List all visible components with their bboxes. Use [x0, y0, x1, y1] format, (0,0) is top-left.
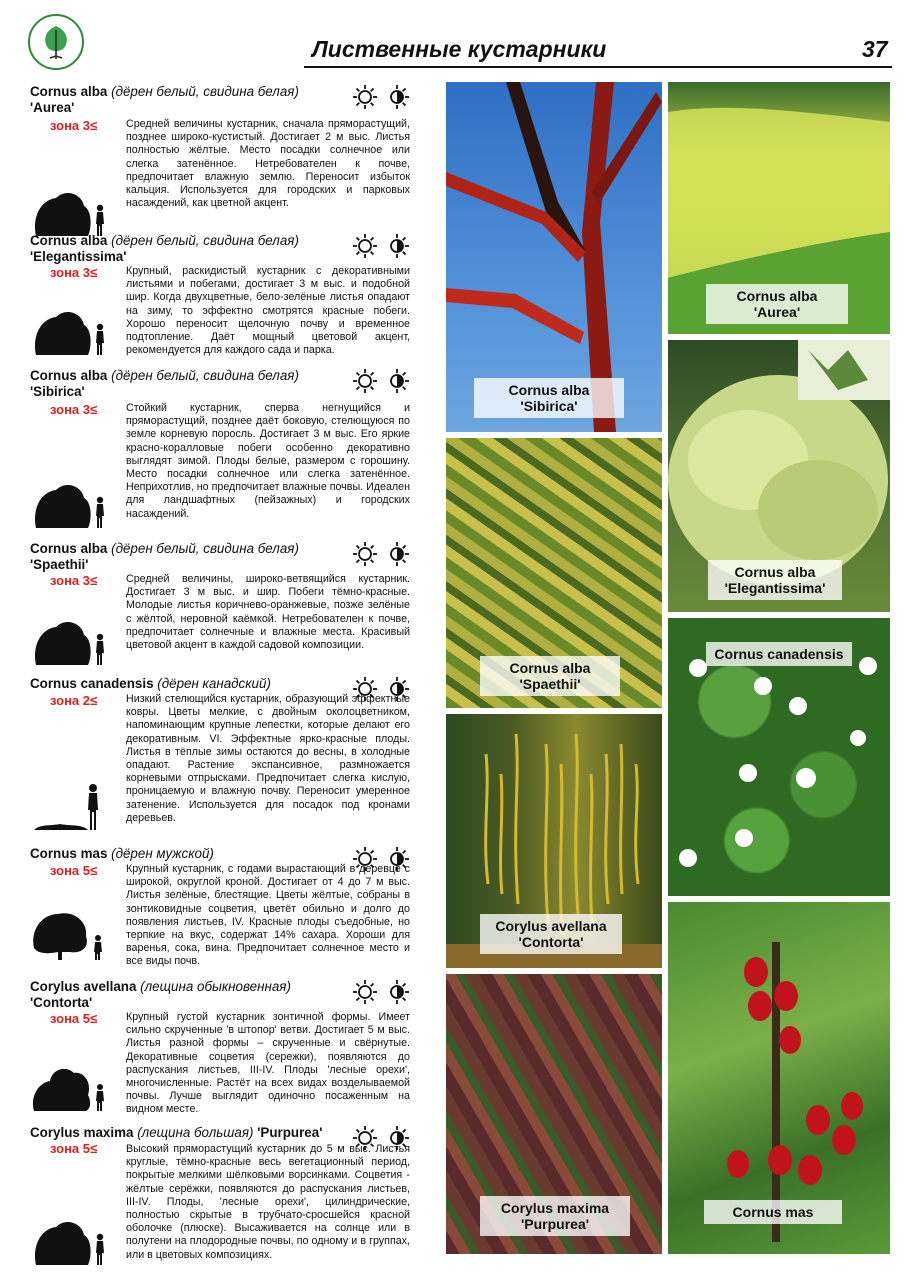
cultivar-name: 'Elegantissima': [30, 249, 127, 264]
photo-corylus-purpurea: [446, 974, 662, 1254]
caption-line-1: Corylus maxima: [500, 1200, 610, 1216]
photo-cornus-mas: [668, 902, 890, 1254]
common-name: (дёрен белый, свидина белая): [111, 233, 299, 248]
entry-corylus-contorta: [0, 979, 430, 1119]
tree-silhouette-icon: [30, 902, 110, 962]
common-name: (дёрен белый, свидина белая): [111, 368, 299, 383]
latin-name: Corylus maxima: [30, 1125, 134, 1140]
photo-caption: [480, 914, 622, 954]
common-name: (дёрен канадский): [157, 676, 271, 691]
common-name: (лещина обыкновенная): [140, 979, 291, 994]
half-shade-icon: [384, 84, 410, 110]
page-title: Лиственные кустарники: [312, 36, 607, 62]
common-name: (дёрен мужской): [111, 846, 214, 861]
entry-cornus-elegantissima: [0, 233, 430, 363]
entry-cornus-aurea: [0, 84, 430, 234]
light-icons: [352, 979, 412, 1005]
photo-corylus-contorta: [446, 714, 662, 968]
photo-caption: Cornus mas: [704, 1200, 842, 1224]
description: Крупный, раскидистый кустарник с декоративными листьями и побегами, достигает 3 м выс. и подобной шир. Когда двухцветные, бело-зелёные листья опадают на зиму, то эффектно смотрятся красные побеги. Хорошо переносит щелочную почву и временное подтопление. Даёт мощный цветовой акцент, рекомендуется для каждого сада и парка.: [126, 265, 410, 357]
caption-line-1: Cornus alba: [734, 564, 816, 580]
shrub-silhouette-icon: [30, 1207, 110, 1267]
latin-name: Corylus avellana: [30, 979, 137, 994]
shrub-silhouette-icon: [30, 178, 110, 238]
sun-icon: [352, 368, 378, 394]
half-shade-icon: [384, 233, 410, 259]
groundcover-silhouette-icon: [30, 772, 110, 832]
entry-title: [30, 676, 350, 692]
light-icons: [352, 541, 412, 567]
cultivar-name: 'Purpurea': [257, 1125, 323, 1140]
shrub-silhouette-icon: [30, 297, 110, 357]
hardiness-zone: зона 2≤: [50, 693, 98, 708]
photo-caption: Cornus canadensis: [706, 642, 852, 666]
bush-silhouette-icon: [30, 1053, 110, 1113]
shrub-silhouette-icon: [30, 607, 110, 667]
page-header: [0, 0, 917, 80]
cultivar-name: 'Contorta': [30, 995, 93, 1010]
photo-cornus-spaethii: [446, 438, 662, 708]
latin-name: Cornus alba: [30, 233, 108, 248]
entry-cornus-canadensis: [0, 676, 430, 841]
entry-corylus-purpurea: [0, 1125, 430, 1275]
caption-line-2: 'Elegantissima': [724, 580, 826, 596]
latin-name: Cornus alba: [30, 368, 108, 383]
entry-title: [30, 368, 350, 400]
entry-cornus-spaethii: [0, 541, 430, 671]
entry-title: [30, 846, 350, 862]
description: Высокий пряморастущий кустарник до 5 м выс. Листья круглые, тёмно-красные весь вегетационный период, покрытые мелкими шёлковыми ворсинками. Соцветия - жёлтые серёжки, появляются до распускания листьев, III-IV. Плоды, 'лесные орехи', цилиндрические, полностью скрытые в трубчато-сросшейся красной оболочке (плюске). Высаживается на солнце или в полутени на плодородные почвы, по одному и в группах, или в цветовых композициях.: [126, 1143, 410, 1261]
photo-caption: Cornus alba 'Sibirica': [474, 378, 624, 418]
photo-cornus-sibirica: [446, 82, 662, 432]
sun-icon: [352, 233, 378, 259]
entry-title: [30, 541, 350, 573]
latin-name: Cornus alba: [30, 84, 108, 99]
cultivar-name: 'Aurea': [30, 100, 75, 115]
entry-title: [30, 233, 350, 265]
entry-title: [30, 84, 350, 116]
common-name: (дёрен белый, свидина белая): [111, 541, 299, 556]
description: Крупный густой кустарник зонтичной формы. Имеет сильно скрученные 'в штопор' ветви. Достигает 5 м выс. Листья разной формы – скрученные и свёрнутые. Декоративные соцветия (сережки), появляются до распускания листьев, III-IV. Плоды 'лесные орехи', многочисленные. Растёт на всех видах возделываемой почвы. Лучше выглядит одиночно посаженным на видном месте.: [126, 1011, 410, 1116]
sun-icon: [352, 979, 378, 1005]
cultivar-name: 'Spaethii': [30, 557, 89, 572]
hardiness-zone: зона 3≤: [50, 118, 98, 133]
photo-caption: Cornus alba 'Aurea': [706, 284, 848, 324]
latin-name: Cornus alba: [30, 541, 108, 556]
photo-cornus-aurea: [668, 82, 890, 334]
caption-line-1: Cornus alba: [509, 660, 591, 676]
description: Низкий стелющийся кустарник, образующий эффектные ковры. Цветы мелкие, с двойным околоцветником, напоминающим крупные лепестки, которые делают его декоративным. VI. Эффектные ярко-красные плоды. Листья в тёплые зимы остаются до весны, в холодные опадают. Растение экспансивное, размножается корневыми отпрысками. Предпочитает слегка кислую, проницаемую и влажную почву. Переносит умеренное затенение. Используется для посадок под кронами деревьев.: [126, 693, 410, 824]
half-shade-icon: [384, 368, 410, 394]
photo-caption: [708, 560, 842, 600]
photo-cornus-elegantissima: [668, 340, 890, 612]
hardiness-zone: зона 3≤: [50, 402, 98, 417]
light-icons: [352, 233, 412, 259]
common-name: (лещина большая): [137, 1125, 254, 1140]
light-icons: [352, 84, 412, 110]
description: Стойкий кустарник, сперва негнущийся и пряморастущий, позднее даёт боковую, стелющуюся по земле корневую поросль. Достигает 3 м выс. Его яркие красно-коралловые побеги особенно декоративно выглядят зимой. Плоды белые, размером с горошину. Место посадки солнечное или слегка затенённое. Неприхотлив, но предпочитает влажные почвы. Идеален для ландшафтных (пейзажных) и городских насаждений.: [126, 402, 410, 520]
entry-title: [30, 979, 350, 1011]
hardiness-zone: зона 5≤: [50, 1011, 98, 1026]
latin-name: Cornus canadensis: [30, 676, 154, 691]
half-shade-icon: [384, 541, 410, 567]
description: Средней величины, широко-ветвящийся кустарник. Достигает 3 м выс. и шир. Побеги тёмно-красные. Молодые листья коричнево-оранжевые, позже зелёные с жёлтой, неровной каёмкой. Нетребователен к почве, предпочитает солнечные и влажные места. Красивый цветовой акцент в каждой садовой композиции.: [126, 573, 410, 652]
entry-cornus-mas: [0, 846, 430, 976]
description: Средней величины кустарник, сначала пряморастущий, позднее широко-кустистый. Достигает 2 м выс. Листья полностью жёлтые. Место посадки солнечное или слегка затенённое. Нетребователен к почве, предпочитает влажную землю. Переносит избыток кальция. Используется для городских и парковых насаждений, как цветной акцент.: [126, 118, 410, 210]
hardiness-zone: зона 3≤: [50, 573, 98, 588]
sun-icon: [352, 84, 378, 110]
caption-line-2: 'Contorta': [518, 934, 584, 950]
latin-name: Cornus mas: [30, 846, 108, 861]
photo-caption: [480, 656, 620, 696]
caption-line-1: Corylus avellana: [495, 918, 607, 934]
light-icons: [352, 368, 412, 394]
sun-icon: [352, 541, 378, 567]
hardiness-zone: зона 3≤: [50, 265, 98, 280]
common-name: (дёрен белый, свидина белая): [111, 84, 299, 99]
half-shade-icon: [384, 979, 410, 1005]
leaf-logo-icon: [28, 14, 84, 70]
photo-caption: [480, 1196, 630, 1236]
hardiness-zone: зона 5≤: [50, 863, 98, 878]
caption-line-2: 'Spaethii': [519, 676, 581, 692]
entry-title: [30, 1125, 350, 1141]
page-number: 37: [862, 36, 888, 62]
entry-cornus-sibirica: [0, 368, 430, 538]
photo-cornus-canadensis: [668, 618, 890, 896]
header-divider: [304, 66, 892, 68]
hardiness-zone: зона 5≤: [50, 1141, 98, 1156]
shrub-silhouette-icon: [30, 470, 110, 530]
caption-line-2: 'Purpurea': [520, 1216, 590, 1232]
cultivar-name: 'Sibirica': [30, 384, 85, 399]
description: Крупный кустарник, с годами вырастающий в деревце с широкой, округлой кроной. Достигает от 4 до 7 м выс. Листья зелёные, блестящие. Цветы жёлтые, собраны в зонтиковидные соцветия, цветёт обильно и долго до появления листьев, IV. Красные плоды съедобные, но терпкие на вкус, содержат 14% сахара. Хороши для варенья, сока, вина. Предпочитает солнечное место и все виды почв.: [126, 863, 410, 968]
